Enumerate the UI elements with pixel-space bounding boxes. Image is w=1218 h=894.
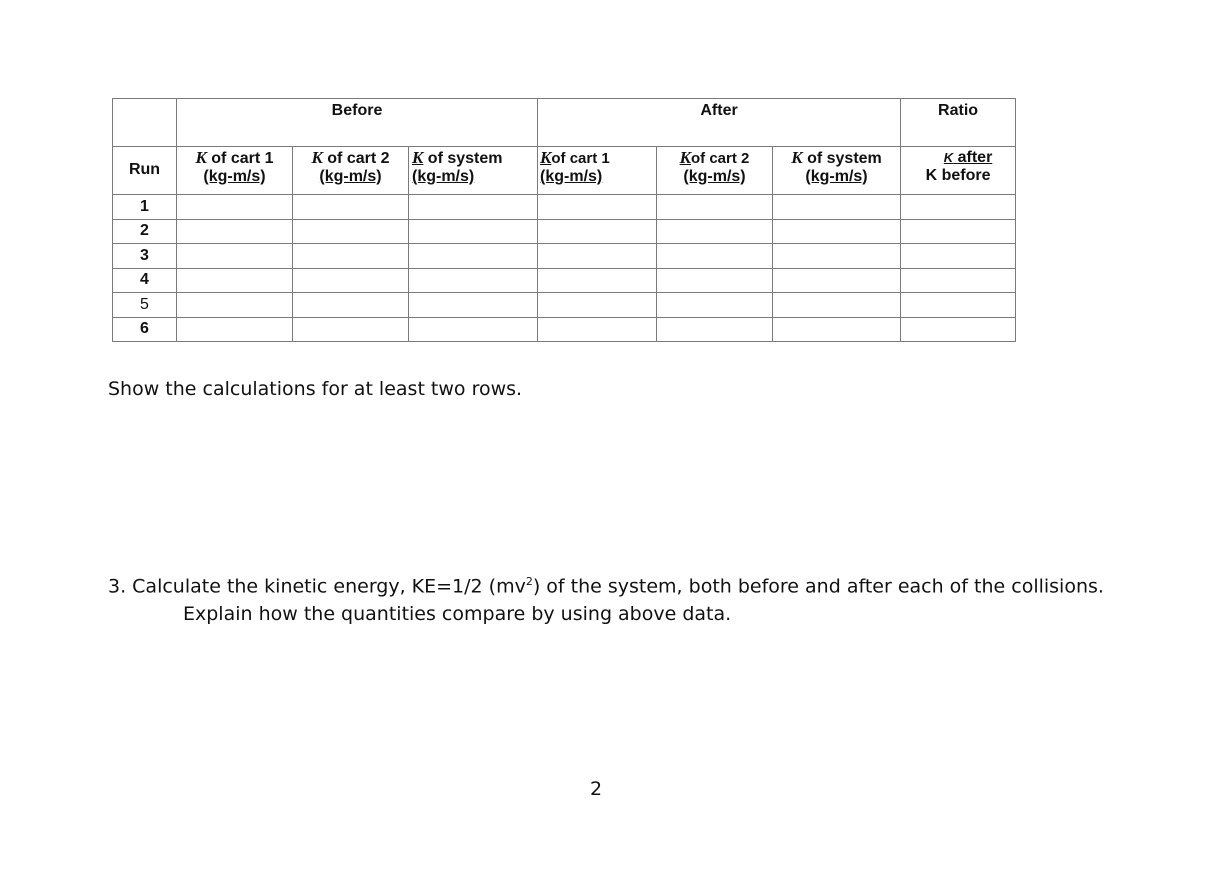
data-cell[interactable]: [409, 195, 538, 220]
data-cell[interactable]: [901, 244, 1016, 269]
empty-corner-cell: [113, 99, 177, 147]
data-cell[interactable]: [293, 293, 409, 318]
header-ratio-denominator: K before: [925, 167, 991, 184]
header-unit: (kg-m/s): [683, 168, 746, 185]
k-symbol: K: [540, 148, 552, 167]
data-cell[interactable]: [177, 293, 293, 318]
k-symbol: K: [195, 148, 207, 167]
data-cell[interactable]: [901, 219, 1016, 244]
data-cell[interactable]: [177, 268, 293, 293]
header-before-cart1: [177, 147, 293, 195]
data-cell[interactable]: [409, 268, 538, 293]
header-text: of cart 2: [691, 150, 750, 167]
data-cell[interactable]: [538, 195, 657, 220]
data-cell[interactable]: [657, 293, 773, 318]
page-number: 2: [590, 778, 603, 800]
data-cell[interactable]: [657, 244, 773, 269]
header-unit: (kg-m/s): [412, 168, 475, 185]
superscript: 2: [525, 575, 533, 588]
data-cell[interactable]: [177, 195, 293, 220]
data-cell[interactable]: [657, 195, 773, 220]
data-cell[interactable]: [657, 268, 773, 293]
kinetic-energy-table: [112, 98, 1016, 342]
table-row: [113, 244, 1016, 269]
data-cell[interactable]: [177, 244, 293, 269]
header-text: of cart 2: [327, 150, 390, 167]
header-before-system: [409, 147, 538, 195]
header-before-cart2: [293, 147, 409, 195]
data-cell[interactable]: [293, 244, 409, 269]
k-symbol: K: [943, 150, 954, 165]
data-cell[interactable]: [409, 317, 538, 342]
group-ratio: Ratio: [901, 99, 1016, 147]
data-cell[interactable]: [773, 268, 901, 293]
data-cell[interactable]: [657, 317, 773, 342]
data-cell[interactable]: [773, 195, 901, 220]
header-text: of cart 1: [551, 150, 610, 167]
group-before: Before: [177, 99, 538, 147]
data-cell[interactable]: [538, 219, 657, 244]
header-after-cart1: [538, 147, 657, 195]
data-cell[interactable]: [293, 268, 409, 293]
k-symbol: K: [679, 148, 692, 167]
run-number: 4: [113, 268, 177, 293]
run-number: 3: [113, 244, 177, 269]
header-unit: (kg-m/s): [319, 168, 382, 185]
data-cell[interactable]: [409, 293, 538, 318]
question-line-2: Explain how the quantities compare by using above data.: [183, 603, 732, 625]
data-cell[interactable]: [538, 244, 657, 269]
question-suffix: ) of the system, both before and after each of the collisions.: [532, 575, 1104, 598]
data-cell[interactable]: [293, 195, 409, 220]
header-text: of system: [427, 150, 503, 167]
table-row: [113, 268, 1016, 293]
header-text: of cart 1: [211, 150, 274, 167]
data-cell[interactable]: [177, 317, 293, 342]
data-cell[interactable]: [293, 317, 409, 342]
question-prefix: 3. Calculate the kinetic energy, KE=1/2 (mv: [108, 575, 526, 598]
k-symbol: K: [791, 148, 803, 167]
header-after-system: [773, 147, 901, 195]
data-cell[interactable]: [409, 244, 538, 269]
group-after: After: [538, 99, 901, 147]
run-number: 5: [113, 293, 177, 318]
header-after-cart2: [657, 147, 773, 195]
column-header-row: [113, 147, 1016, 195]
k-symbol: K: [412, 148, 424, 167]
data-cell[interactable]: [773, 219, 901, 244]
data-cell[interactable]: [177, 219, 293, 244]
data-cell[interactable]: [293, 219, 409, 244]
data-cell[interactable]: [657, 219, 773, 244]
data-cell[interactable]: [538, 268, 657, 293]
header-unit: (kg-m/s): [805, 168, 868, 185]
header-unit: (kg-m/s): [203, 168, 266, 185]
header-run: Run: [113, 147, 177, 195]
group-header-row: [113, 99, 1016, 147]
header-ratio: [901, 147, 1016, 195]
data-cell[interactable]: [773, 317, 901, 342]
run-number: 2: [113, 219, 177, 244]
run-number: 1: [113, 195, 177, 220]
data-cell[interactable]: [901, 195, 1016, 220]
table-row: [113, 317, 1016, 342]
header-text: after: [957, 149, 993, 166]
header-text: of system: [807, 150, 882, 167]
k-symbol: K: [311, 148, 323, 167]
table-row: [113, 219, 1016, 244]
instruction-text: Show the calculations for at least two rows.: [108, 378, 523, 400]
table-row: [113, 293, 1016, 318]
data-cell[interactable]: [538, 317, 657, 342]
data-cell[interactable]: [409, 219, 538, 244]
table-row: [113, 195, 1016, 220]
data-cell[interactable]: [901, 317, 1016, 342]
run-number: 6: [113, 317, 177, 342]
data-cell[interactable]: [901, 293, 1016, 318]
data-cell[interactable]: [773, 293, 901, 318]
data-cell[interactable]: [773, 244, 901, 269]
header-unit: (kg-m/s): [540, 168, 603, 185]
data-cell[interactable]: [538, 293, 657, 318]
question-line-1: [108, 575, 1104, 597]
data-cell[interactable]: [901, 268, 1016, 293]
